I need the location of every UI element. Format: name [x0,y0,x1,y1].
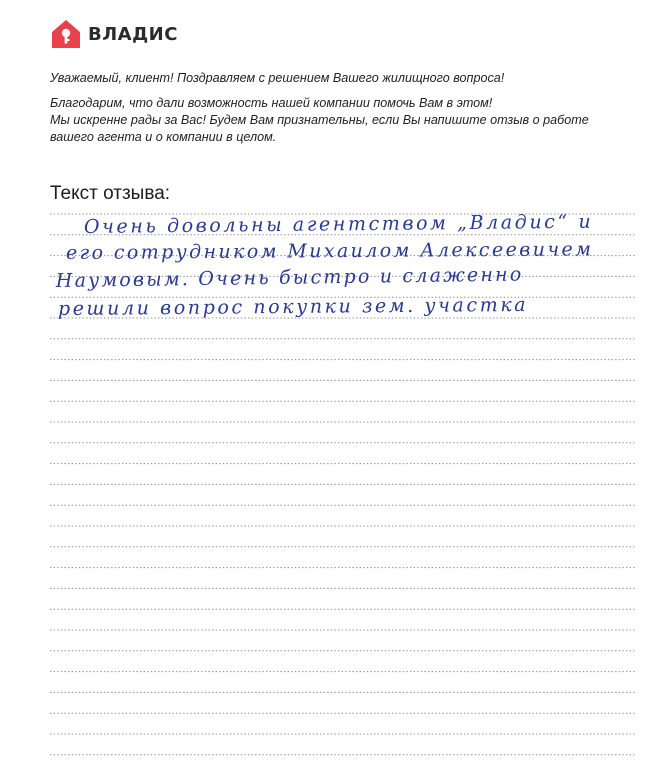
brand-name: ВЛАДИС [88,23,178,45]
greeting-line: Уважаемый, клиент! Поздравляем с решением Вашего жилищного вопроса! [50,71,505,85]
handwritten-line: решили вопрос покупки зем. участка [57,293,529,320]
handwritten-line: его сотрудником Михаилом Алексеевичем [65,238,594,264]
thanks-line-2: Мы искренне рады за Вас! Будем Вам признательны, если Вы напишите отзыв о работе [50,113,589,127]
thanks-line-3: вашего агента и о компании в целом. [50,130,277,144]
handwritten-line: Наумовым. Очень быстро и слаженно [55,263,524,292]
thanks-line-1: Благодарим, что дали возможность нашей компании помочь Вам в этом! [50,96,493,110]
review-heading: Текст отзыва: [50,183,171,204]
handwritten-line: Очень довольны агентством „Владис“ и [83,210,594,238]
